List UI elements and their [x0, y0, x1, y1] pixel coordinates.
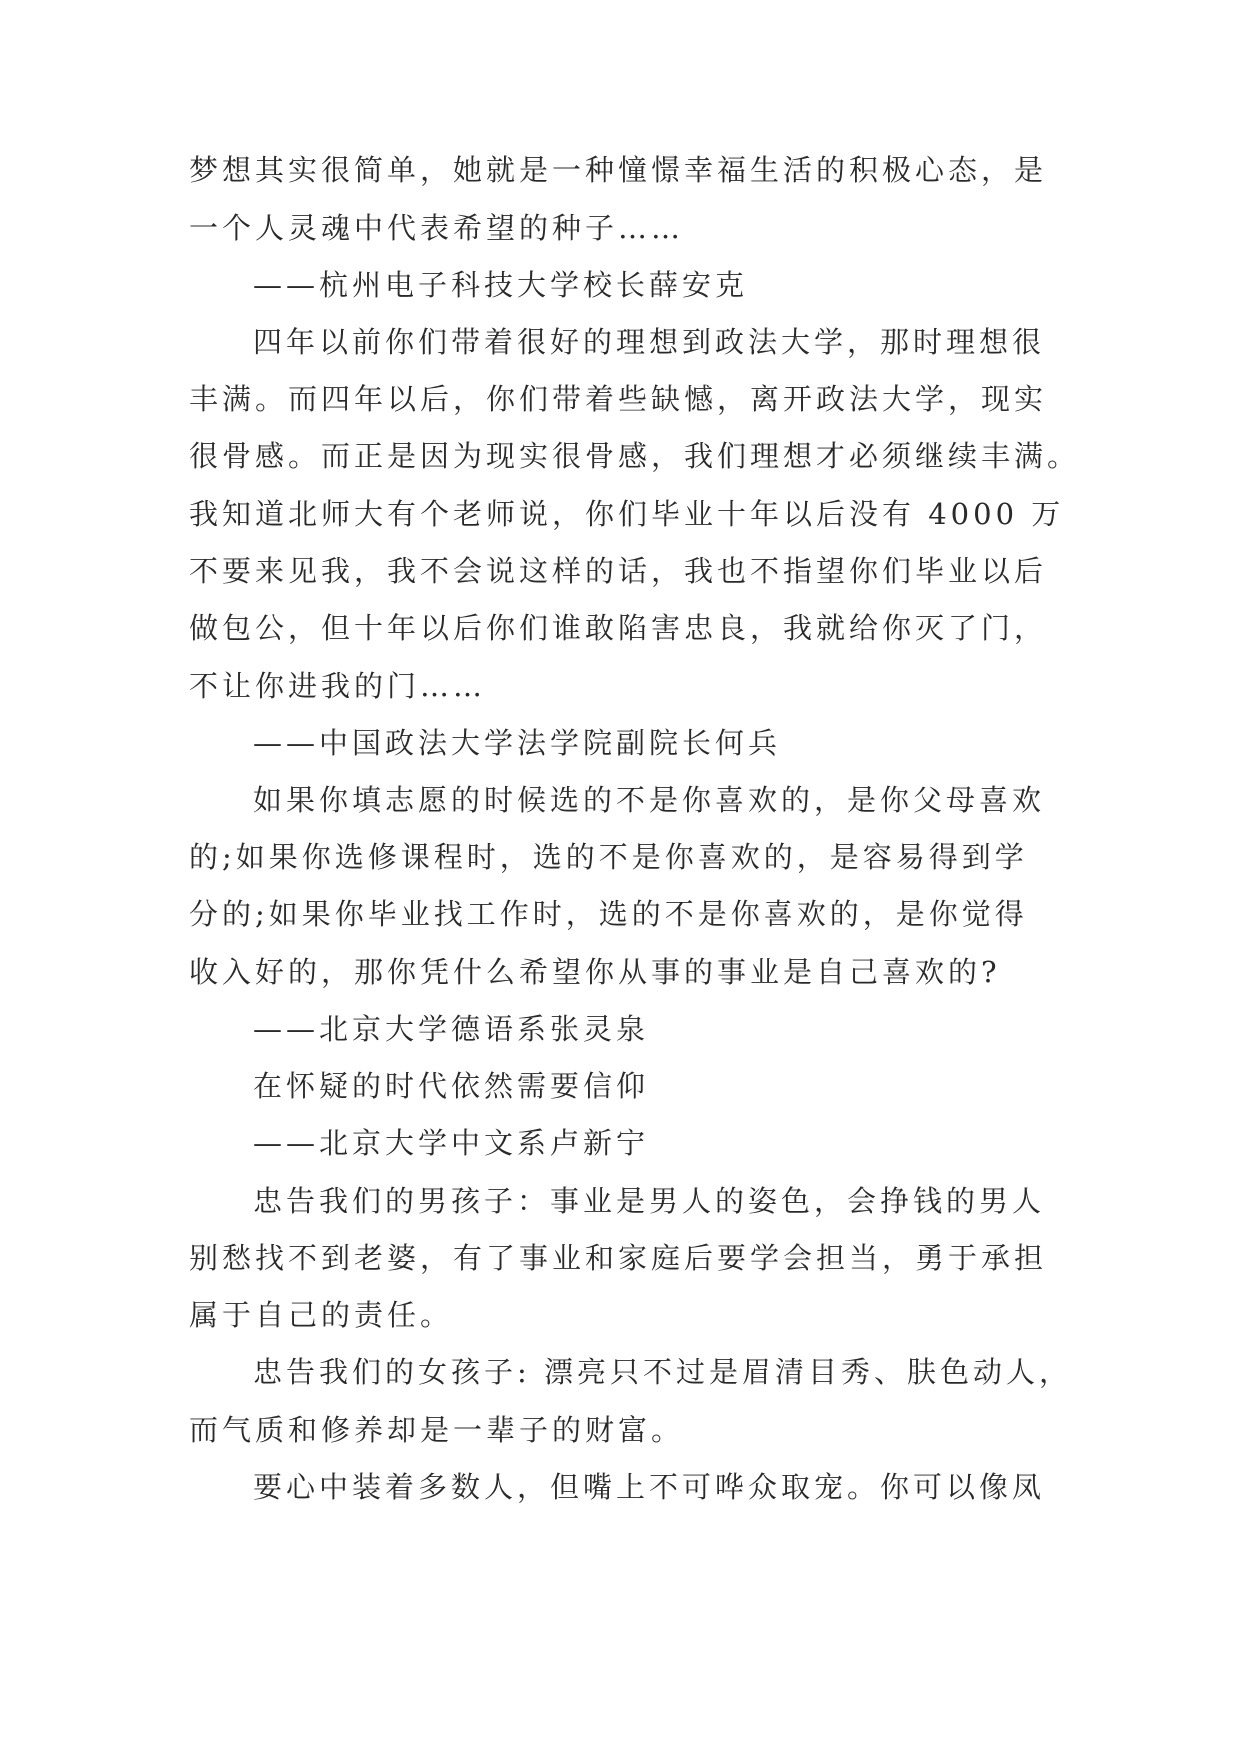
- attribution-line: ——北京大学中文系卢新宁: [253, 1126, 650, 1160]
- text-line: 收入好的，那你凭什么希望你从事的事业是自己喜欢的?: [189, 955, 1001, 989]
- paragraph-start-line: 忠告我们的女孩子: 漂亮只不过是眉清目秀、肤色动人，: [253, 1355, 1072, 1389]
- text-line: 很骨感。而正是因为现实很骨感，我们理想才必须继续丰满。: [189, 439, 1081, 473]
- text-line: 别愁找不到老婆，有了事业和家庭后要学会担当，勇于承担: [189, 1241, 1048, 1275]
- text-line: 不要来见我，我不会说这样的话，我也不指望你们毕业以后: [189, 554, 1048, 588]
- attribution-line: ——杭州电子科技大学校长薛安克: [253, 268, 749, 302]
- text-line: 的;如果你选修课程时，选的不是你喜欢的，是容易得到学: [189, 840, 1028, 874]
- paragraph-start-line: 在怀疑的时代依然需要信仰: [253, 1069, 650, 1103]
- text-line: 分的;如果你毕业找工作时，选的不是你喜欢的，是你觉得: [189, 897, 1028, 931]
- text-line: 不让你进我的门……: [189, 669, 487, 703]
- paragraph-start-line: 忠告我们的男孩子：事业是男人的姿色，会挣钱的男人: [253, 1184, 1046, 1218]
- paragraph-start-line: 四年以前你们带着很好的理想到政法大学，那时理想很: [253, 325, 1046, 359]
- text-line: 属于自己的责任。: [189, 1298, 454, 1332]
- text-line: 做包公，但十年以后你们谁敢陷害忠良，我就给你灭了门，: [189, 611, 1048, 645]
- text-line: 而气质和修养却是一辈子的财富。: [189, 1413, 685, 1447]
- text-line: 丰满。而四年以后，你们带着些缺憾，离开政法大学，现实: [189, 382, 1048, 416]
- attribution-line: ——中国政法大学法学院副院长何兵: [253, 726, 782, 760]
- paragraph-start-line: 要心中装着多数人，但嘴上不可哗众取宠。你可以像凤: [253, 1470, 1046, 1504]
- paragraph-start-line: 如果你填志愿的时候选的不是你喜欢的，是你父母喜欢: [253, 783, 1046, 817]
- text-line: 一个人灵魂中代表希望的种子……: [189, 211, 685, 245]
- attribution-line: ——北京大学德语系张灵泉: [253, 1012, 650, 1046]
- text-line: 我知道北师大有个老师说，你们毕业十年以后没有 4000 万: [189, 497, 1065, 531]
- text-line: 梦想其实很简单，她就是一种憧憬幸福生活的积极心态，是: [189, 153, 1048, 187]
